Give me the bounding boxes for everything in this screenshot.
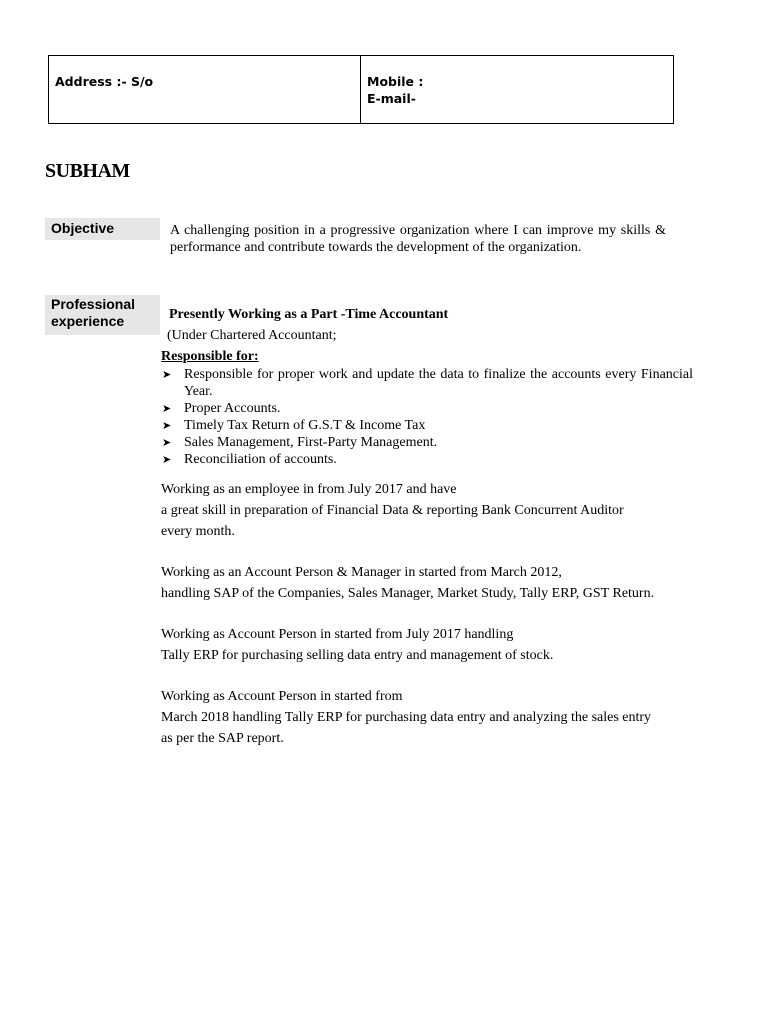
experience-paragraph: Working as an employee in from July 2017 and have a great skill in preparation of Financial Data & reporting Bank Concurrent Auditor every month. — [161, 482, 624, 539]
list-item: ➤ Timely Tax Return of G.S.T & Income Tax — [162, 418, 426, 433]
experience-section — [161, 306, 716, 749]
job-title: Presently Working as a Part -Time Accountant — [169, 307, 449, 322]
experience-paragraph: Working as Account Person in started from March 2018 handling Tally ERP for purchasing data entry and analyzing the sales entry as per the SAP report. — [161, 689, 652, 746]
arrow-bullet-icon: ➤ — [162, 419, 172, 432]
list-item: ➤ Proper Accounts. — [162, 401, 281, 416]
arrow-bullet-icon: ➤ — [162, 436, 172, 449]
arrow-bullet-icon: ➤ — [162, 402, 172, 415]
experience-heading-line1: Professional — [51, 296, 136, 312]
contact-info-cell — [361, 56, 673, 123]
list-item: ➤ Responsible for proper work and update the data to finalize the accounts every Financial Year. — [162, 367, 693, 399]
list-item: ➤ Reconciliation of accounts. — [162, 452, 337, 467]
experience-heading — [45, 295, 160, 335]
list-item: ➤ Sales Management, First-Party Management. — [162, 435, 438, 450]
contact-table — [48, 55, 674, 124]
experience-paragraph: Working as Account Person in started from July 2017 handling Tally ERP for purchasing selling data entry and management of stock. — [161, 627, 554, 663]
objective-text: A challenging position in a progressive organization where I can improve my skills & performance and contribute towards the development of the organization. — [170, 223, 666, 255]
arrow-bullet-icon: ➤ — [162, 368, 172, 381]
objective-heading: Objective — [45, 218, 160, 240]
experience-heading-line2: experience — [51, 313, 125, 329]
responsibility-list — [161, 366, 693, 468]
arrow-bullet-icon: ➤ — [162, 453, 172, 466]
employer-line: (Under Chartered Accountant; — [167, 328, 337, 343]
mobile-label: Mobile : — [367, 74, 424, 89]
candidate-name: SUBHAM — [45, 160, 130, 182]
address-label: Address :- S/o — [55, 74, 154, 89]
responsible-for-heading: Responsible for: — [161, 349, 259, 364]
experience-paragraph: Working as an Account Person & Manager in started from March 2012, handling SAP of the Companies, Sales Manager, Market Study, Tally ERP, GST Return. — [161, 565, 655, 601]
address-cell — [49, 56, 361, 123]
email-label: E-mail- — [367, 91, 416, 106]
